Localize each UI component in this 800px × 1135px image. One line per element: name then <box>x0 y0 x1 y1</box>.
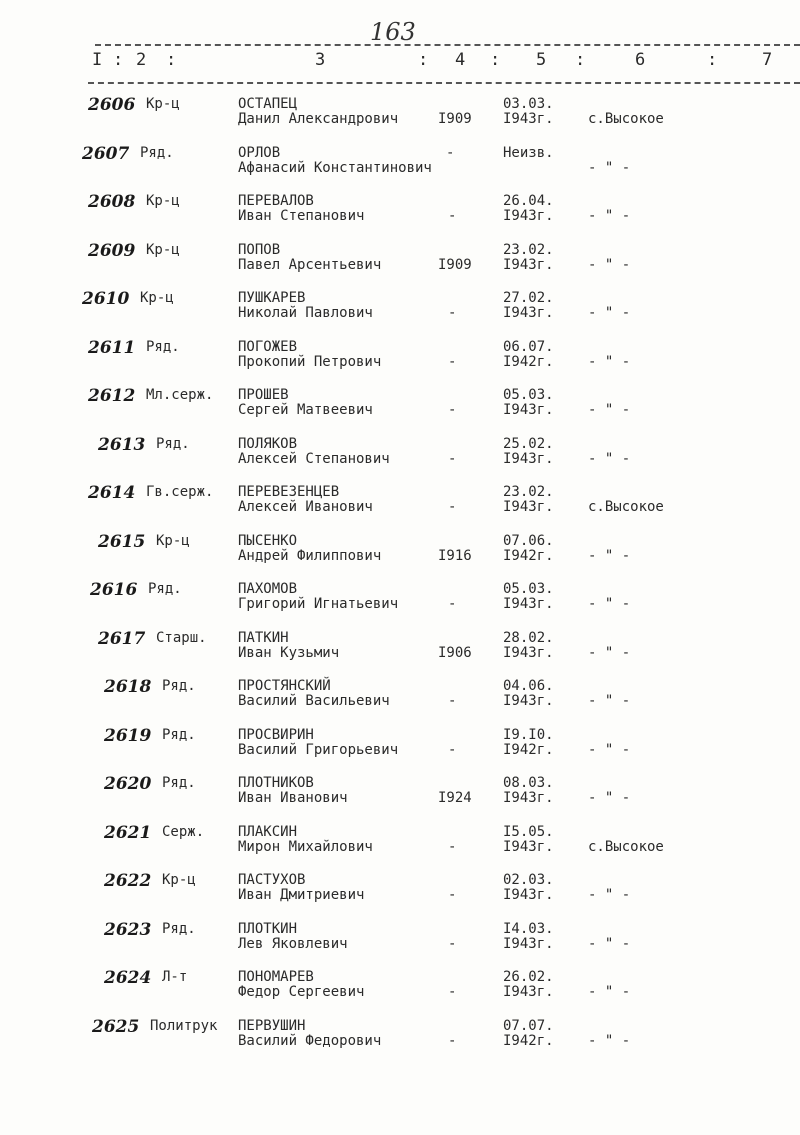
record-number: 2618 <box>104 677 152 697</box>
burial-place: с.Высокое <box>588 111 664 127</box>
rank: Ряд. <box>162 678 196 694</box>
date-year: I943г. <box>503 838 554 855</box>
date-day-month: 03.03. <box>503 96 554 112</box>
person-name <box>238 582 398 612</box>
table-row <box>0 192 800 236</box>
surname: ПЕРЕВАЛОВ <box>238 193 314 209</box>
rank: Кр-ц <box>146 193 180 209</box>
date-day-month: 08.03. <box>503 775 554 791</box>
date <box>503 776 554 806</box>
birth-year: - <box>448 353 457 370</box>
record-number: 2607 <box>82 143 130 164</box>
given-names: Алексей Иванович <box>238 499 373 515</box>
col-header-3: 3 <box>315 50 326 70</box>
date-day-month: 23.02. <box>503 241 554 258</box>
date-year: I943г. <box>503 693 554 709</box>
table-row <box>0 823 800 867</box>
date <box>503 922 554 952</box>
col-header-6: 6 <box>635 50 646 70</box>
col-sep: : <box>707 50 718 70</box>
record-number: 2615 <box>98 531 146 552</box>
record-number: 2617 <box>98 628 146 649</box>
rank: Гв.серж. <box>146 484 214 500</box>
table-row <box>0 435 800 479</box>
surname: ПРОСВИРИН <box>238 726 314 743</box>
burial-place: - " - <box>588 887 631 903</box>
record-number: 2609 <box>88 240 136 261</box>
date-day-month: 05.03. <box>503 581 554 597</box>
date-year: I943г. <box>503 499 554 515</box>
date-year: I942г. <box>503 1032 554 1049</box>
date-day-month: 07.06. <box>503 532 554 549</box>
surname: ПУШКАРЕВ <box>238 290 306 306</box>
table-row <box>0 968 800 1012</box>
date-day-month: 27.02. <box>503 290 554 306</box>
surname: ПЛАКСИН <box>238 823 298 840</box>
date-year: I943г. <box>503 644 554 661</box>
table-row <box>0 241 800 285</box>
record-number: 2625 <box>92 1016 140 1037</box>
date <box>503 243 554 273</box>
burial-place: - " - <box>588 790 631 806</box>
date <box>503 679 554 709</box>
person-name <box>238 873 364 903</box>
date <box>503 97 554 127</box>
record-number: 2613 <box>98 434 146 455</box>
record-number: 2611 <box>88 337 136 358</box>
given-names: Сергей Матвеевич <box>238 402 373 418</box>
record-number: 2621 <box>104 822 152 843</box>
date-day-month: 28.02. <box>503 629 554 646</box>
rank: Политрук <box>150 1017 218 1034</box>
birth-year: - <box>448 838 457 855</box>
date <box>503 631 554 661</box>
record-number: 2620 <box>104 774 152 794</box>
table-row <box>0 144 800 188</box>
date <box>503 825 554 855</box>
rank: Кр-ц <box>146 241 180 258</box>
rank: Мл.серж. <box>146 387 214 403</box>
birth-year: I909 <box>438 256 472 273</box>
record-number: 2623 <box>104 919 152 940</box>
birth-year: - <box>448 887 457 903</box>
date-year: I943г. <box>503 305 554 321</box>
given-names: Иван Кузьмич <box>238 644 340 661</box>
surname: ПАХОМОВ <box>238 581 298 597</box>
table-row <box>0 338 800 382</box>
record-number: 2622 <box>104 871 152 891</box>
burial-place: - " - <box>588 547 631 564</box>
burial-place: - " - <box>588 305 631 321</box>
record-number: 2606 <box>88 95 136 115</box>
burial-place: - " - <box>588 1032 631 1049</box>
birth-year: I916 <box>438 547 472 564</box>
date-year: I943г. <box>503 450 554 467</box>
person-name <box>238 825 373 855</box>
date-year: I943г. <box>503 887 554 903</box>
date-day-month: 05.03. <box>503 387 554 403</box>
date-year: I943г. <box>503 111 554 127</box>
person-name <box>238 1019 381 1049</box>
date-year: I943г. <box>503 208 554 224</box>
col-sep: : <box>113 50 124 70</box>
birth-year: - <box>448 305 457 321</box>
col-header-2: 2 <box>136 50 147 70</box>
date-year: I942г. <box>503 353 554 370</box>
rank: Кр-ц <box>140 290 174 306</box>
given-names: Лев Яковлевич <box>238 935 348 952</box>
rank: Ряд. <box>162 920 196 937</box>
person-name <box>238 388 373 418</box>
date-year: I942г. <box>503 741 554 758</box>
given-names: Данил Александрович <box>238 111 399 127</box>
surname: ПЛОТКИН <box>238 920 298 937</box>
date-day-month: 26.02. <box>503 969 554 985</box>
record-number: 2612 <box>88 386 136 406</box>
person-name <box>238 291 373 321</box>
surname: ПЕРЕВЕЗЕНЦЕВ <box>238 484 340 500</box>
surname: ПОНОМАРЕВ <box>238 969 314 985</box>
date <box>503 437 554 467</box>
surname: ПОГОЖЕВ <box>238 338 298 355</box>
rank: Ряд. <box>146 338 180 355</box>
surname: ОСТАПЕЦ <box>238 96 298 112</box>
record-number: 2608 <box>88 192 136 212</box>
given-names: Николай Павлович <box>238 305 373 321</box>
date-year: I943г. <box>503 790 554 806</box>
birth-year: - <box>448 208 457 224</box>
col-sep: : <box>418 50 429 70</box>
given-names: Федор Сергеевич <box>238 984 365 1000</box>
person-name <box>238 485 373 515</box>
person-name <box>238 922 348 952</box>
date-year: I943г. <box>503 596 554 612</box>
given-names: Григорий Игнатьевич <box>238 596 399 612</box>
surname: ПЕРВУШИН <box>238 1017 306 1034</box>
birth-year: - <box>448 450 457 467</box>
birth-year: - <box>448 935 457 952</box>
person-name <box>238 437 390 467</box>
record-number: 2624 <box>104 968 152 988</box>
header-top-dashes <box>95 44 800 46</box>
page-number: 163 <box>370 18 416 46</box>
birth-year: - <box>448 693 457 709</box>
table-row <box>0 483 800 527</box>
table-row <box>0 629 800 673</box>
burial-place: - " - <box>588 159 631 176</box>
rank: Ряд. <box>156 435 190 452</box>
date-day-month: 04.06. <box>503 678 554 694</box>
date-day-month: 25.02. <box>503 435 554 452</box>
surname: ОРЛОВ <box>238 144 281 161</box>
col-header-1: I <box>92 50 103 70</box>
burial-place: - " - <box>588 353 631 370</box>
date <box>503 582 554 612</box>
birth-year: - <box>448 596 457 612</box>
record-number: 2619 <box>104 725 152 746</box>
record-number: 2614 <box>88 483 136 503</box>
person-name <box>238 340 381 370</box>
birth-year: - <box>448 1032 457 1049</box>
given-names: Иван Дмитриевич <box>238 887 365 903</box>
person-name <box>238 970 364 1000</box>
rank: Кр-ц <box>146 96 180 112</box>
date <box>503 970 554 1000</box>
date-day-month: 26.04. <box>503 193 554 209</box>
person-name <box>238 679 390 709</box>
table-row <box>0 386 800 430</box>
given-names: Мирон Михайлович <box>238 838 373 855</box>
table-row <box>0 1017 800 1061</box>
surname: ПАТКИН <box>238 629 289 646</box>
rank: Л-т <box>162 969 188 985</box>
col-sep: : <box>166 50 177 70</box>
person-name <box>238 631 339 661</box>
burial-place: - " - <box>588 450 631 467</box>
person-name <box>238 194 364 224</box>
rank: Серж. <box>162 823 205 840</box>
date <box>503 291 554 321</box>
birth-year: - <box>448 984 457 1000</box>
date <box>503 146 554 161</box>
col-header-4: 4 <box>455 50 466 70</box>
burial-place: - " - <box>588 402 631 418</box>
date-day-month: 06.07. <box>503 338 554 355</box>
table-row <box>0 774 800 818</box>
given-names: Андрей Филиппович <box>238 547 382 564</box>
rank: Ряд. <box>140 144 174 161</box>
surname: ПОЛЯКОВ <box>238 435 298 452</box>
burial-place: - " - <box>588 984 631 1000</box>
given-names: Василий Федорович <box>238 1032 382 1049</box>
date-year: I943г. <box>503 402 554 418</box>
surname: ПЛОТНИКОВ <box>238 775 314 791</box>
burial-place: - " - <box>588 935 631 952</box>
date-day-month: 23.02. <box>503 484 554 500</box>
given-names: Василий Григорьевич <box>238 741 399 758</box>
date <box>503 485 554 515</box>
surname: ПОПОВ <box>238 241 281 258</box>
birth-year: - <box>448 741 457 758</box>
date <box>503 1019 554 1049</box>
burial-place: - " - <box>588 208 631 224</box>
burial-place: - " - <box>588 693 631 709</box>
given-names: Афанасий Константинович <box>238 159 432 176</box>
rank: Ряд. <box>162 775 196 791</box>
date <box>503 873 554 903</box>
burial-place: с.Высокое <box>588 838 664 855</box>
table-row <box>0 871 800 915</box>
table-row <box>0 726 800 770</box>
col-header-7: 7 <box>762 50 773 70</box>
rank: Кр-ц <box>156 532 190 549</box>
date <box>503 340 554 370</box>
birth-year: - <box>446 144 455 161</box>
person-name <box>238 728 398 758</box>
table-row <box>0 95 800 139</box>
given-names: Алексей Степанович <box>238 450 390 467</box>
table-row <box>0 920 800 964</box>
date-year: I943г. <box>503 984 554 1000</box>
date-year: I943г. <box>503 256 554 273</box>
birth-year: I906 <box>438 644 472 661</box>
record-number: 2616 <box>90 580 138 600</box>
date <box>503 728 554 758</box>
burial-place: - " - <box>588 596 631 612</box>
birth-year: I924 <box>438 790 472 806</box>
date <box>503 388 554 418</box>
column-header-row <box>0 50 800 80</box>
person-name <box>238 97 398 127</box>
table-row <box>0 677 800 721</box>
birth-year: - <box>448 499 457 515</box>
date <box>503 194 554 224</box>
table-row <box>0 580 800 624</box>
person-name <box>238 146 432 176</box>
surname: ПРОСТЯНСКИЙ <box>238 678 331 694</box>
table-row <box>0 532 800 576</box>
col-sep: : <box>575 50 586 70</box>
date-day-month: I5.05. <box>503 823 554 840</box>
date-year: Неизв. <box>503 144 554 161</box>
rank: Старш. <box>156 629 207 646</box>
date-year: I942г. <box>503 547 554 564</box>
given-names: Иван Степанович <box>238 208 365 224</box>
person-name <box>238 534 381 564</box>
surname: ПАСТУХОВ <box>238 872 306 888</box>
date-day-month: I4.03. <box>503 920 554 937</box>
given-names: Павел Арсентьевич <box>238 256 382 273</box>
date-day-month: 07.07. <box>503 1017 554 1034</box>
col-header-5: 5 <box>536 50 547 70</box>
burial-place: с.Высокое <box>588 499 664 515</box>
birth-year: I909 <box>438 111 472 127</box>
col-sep: : <box>490 50 501 70</box>
burial-place: - " - <box>588 644 631 661</box>
header-bottom-dashes <box>88 82 800 84</box>
surname: ПЫСЕНКО <box>238 532 298 549</box>
person-name <box>238 776 348 806</box>
record-number: 2610 <box>82 289 130 309</box>
date-year: I943г. <box>503 935 554 952</box>
birth-year: - <box>448 402 457 418</box>
rank: Ряд. <box>148 581 182 597</box>
given-names: Василий Васильевич <box>238 693 390 709</box>
rank: Ряд. <box>162 726 196 743</box>
surname: ПРОШЕВ <box>238 387 289 403</box>
given-names: Иван Иванович <box>238 790 348 806</box>
date-day-month: 02.03. <box>503 872 554 888</box>
given-names: Прокопий Петрович <box>238 353 382 370</box>
date-day-month: I9.I0. <box>503 726 554 743</box>
burial-place: - " - <box>588 741 631 758</box>
table-row <box>0 289 800 333</box>
burial-place: - " - <box>588 256 631 273</box>
rank: Кр-ц <box>162 872 196 888</box>
person-name <box>238 243 381 273</box>
date <box>503 534 554 564</box>
